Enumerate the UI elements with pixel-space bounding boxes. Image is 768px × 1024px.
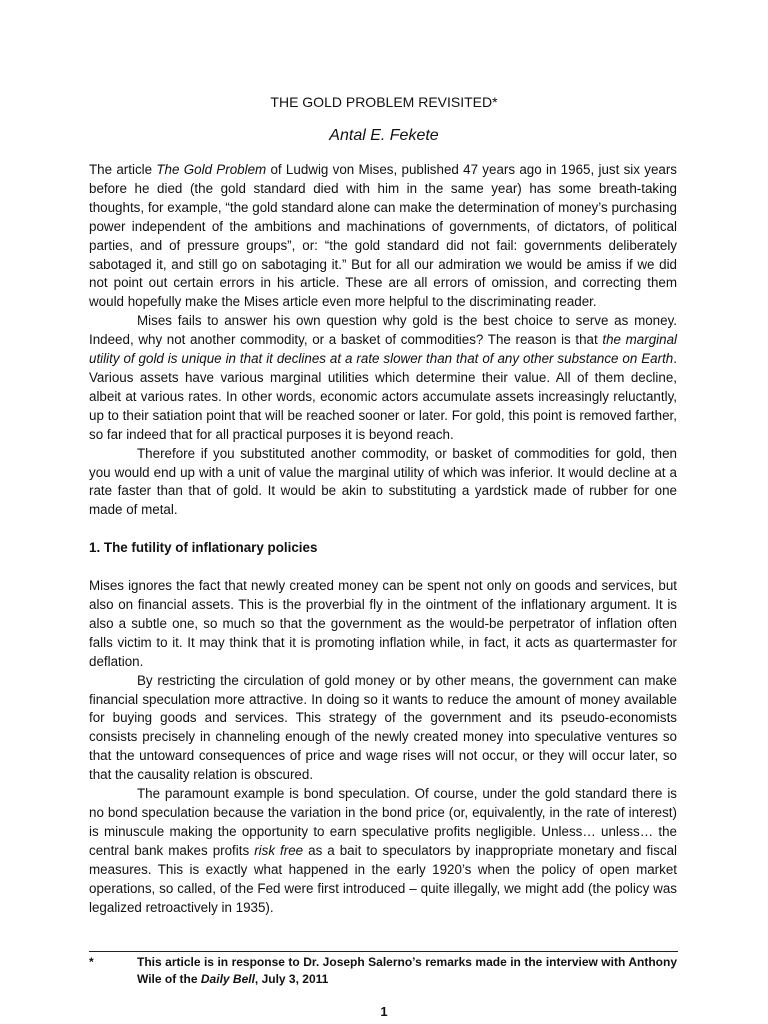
footnote-mark: * bbox=[89, 955, 94, 969]
article-body bbox=[89, 161, 677, 917]
paragraph-4: Mises ignores the fact that newly created money can be spent not only on goods and services, but also on financial assets. This is the proverbial fly in the ointment of the inflationary argument. It is also a subtle one, so much so that the government as the would-be perpetrator of inflation often falls victim to it. It may think that it is promoting inflation while, in fact, it acts as quartermaster for deflation. bbox=[89, 578, 677, 669]
footnote-divider bbox=[89, 951, 678, 952]
paragraph-1: The article The Gold Problem of Ludwig von Mises, published 47 years ago in 1965, just six years before he died (the gold standard died with him in the same year) has some breath-taking thoughts, for example, “the gold standard alone can make the determination of money’s purchasing power independent of the ambitions and machinations of governments, of dictators, of political parties, and of pressure groups”, or: “the gold standard did not fail: governments deliberately sabotaged it, and still go on sabotaging it.” But for all our admiration we would be amiss if we did not point out certain errors in his article. These are all errors of omission, and correcting them would hopefully make the Mises article even more helpful to the discriminating reader. bbox=[89, 162, 678, 310]
author-name: Antal E. Fekete bbox=[329, 127, 439, 144]
footnote-text: This article is in response to Dr. Joseph Salerno’s remarks made in the interview with Anthony Wile of the Daily Bell, July 3, 2011 bbox=[137, 955, 677, 986]
emphasis-text: risk free bbox=[254, 842, 304, 858]
paragraph-5: By restricting the circulation of gold money or by other means, the government can make financial speculation more attractive. In doing so it wants to reduce the amount of money available for buying goods and services. This strategy of the government and its pseudo-economists consists precisely in channeling enough of the newly created money into speculative ventures so that the untoward consequences of price and wage rises will not occur, or they will occur later, so that the causality relation is obscured. bbox=[89, 672, 677, 783]
emphasis-text: the marginal utility of gold is unique in that it declines at a rate slower than that of any other substance on Earth bbox=[89, 332, 677, 367]
footnote bbox=[89, 954, 677, 988]
cited-title: The Gold Problem bbox=[156, 162, 267, 177]
section-heading: 1. The futility of inflationary policies bbox=[89, 540, 318, 556]
paragraph-6: The paramount example is bond speculation. Of course, under the gold standard there is no bond speculation because the variation in the bond price (or, equivalently, in the rate of interest) is minuscule making the opportunity to earn speculative profits negligible. Unless… unless… the central bank makes profits risk free as a bait to speculators by inappropriate monetary and fiscal measures. This is exactly what happened in the early 1920’s when the policy of open market operations, so called, of the Fed were first introduced – quite illegally, we might add (the policy was legalized retroactively in 1935). bbox=[89, 786, 678, 915]
page-number: 1 bbox=[380, 1004, 388, 1019]
paragraph-2: Mises fails to answer his own question why gold is the best choice to serve as money. Indeed, why not another commodity, or a basket of commodities? The reason is that the marginal utility of gold is unique in that it declines at a rate slower than that of any other substance on Earth. Various assets have various marginal utilities which determine their value. All of them decline, albeit at various rates. In other words, economic actors accumulate assets increasingly reluctantly, up to their satiation point that will be reached sooner or later. For gold, this point is removed farther, so far indeed that for all practical purposes it is beyond reach. bbox=[89, 313, 677, 442]
article-title: THE GOLD PROBLEM REVISITED* bbox=[270, 94, 498, 110]
paragraph-3: Therefore if you substituted another commodity, or basket of commodities for gold, then you would end up with a unit of value the marginal utility of which was inferior. It would decline at a rate faster than that of gold. It would be akin to substituting a yardstick made of rubber for one made of metal. bbox=[89, 445, 677, 518]
publication-name: Daily Bell bbox=[200, 972, 255, 986]
